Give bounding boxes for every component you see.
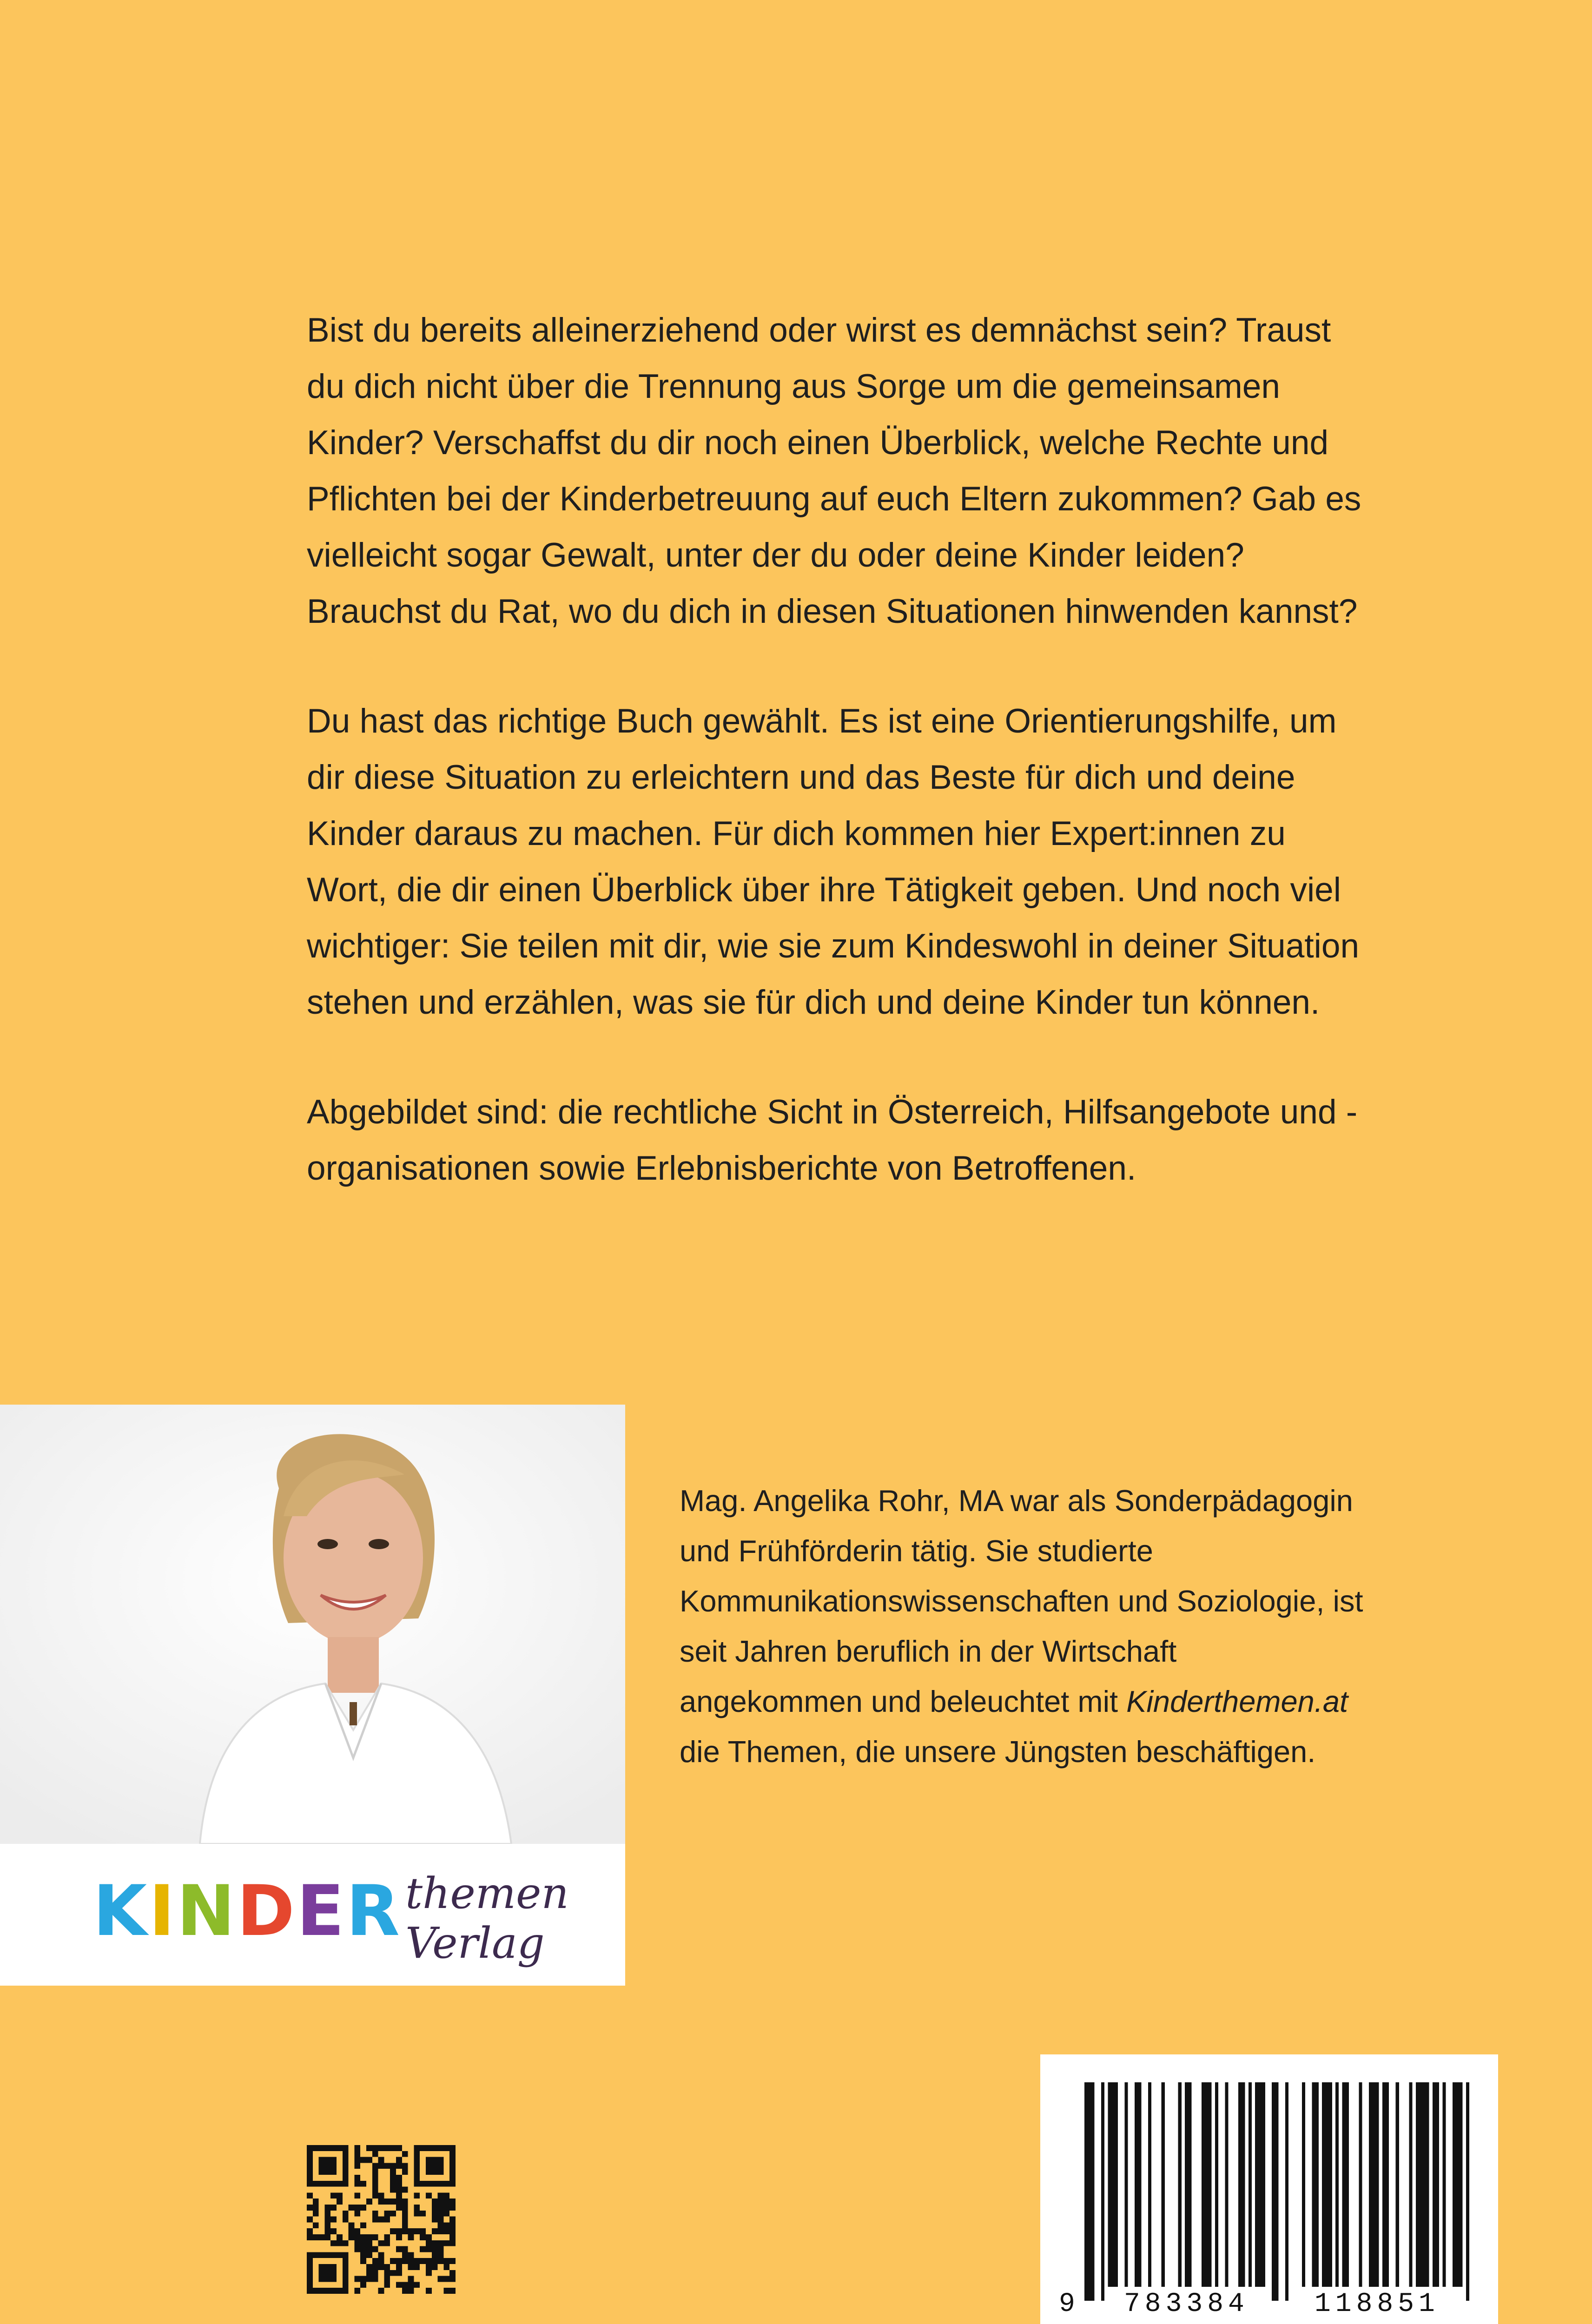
barcode-bar (1248, 2082, 1252, 2287)
qr-module (449, 2217, 456, 2223)
qr-module (390, 2270, 396, 2276)
qr-module (372, 2217, 378, 2223)
qr-module (449, 2228, 456, 2234)
qr-module (366, 2240, 372, 2246)
qr-module (372, 2234, 378, 2240)
qr-module (378, 2240, 384, 2246)
qr-module (378, 2252, 384, 2258)
qr-module (354, 2145, 360, 2151)
barcode-bar (1124, 2082, 1128, 2287)
qr-module (324, 2234, 330, 2240)
barcode-bar (1215, 2082, 1218, 2287)
barcode-bar (1396, 2082, 1399, 2287)
qr-module (366, 2246, 372, 2252)
qr-module (414, 2282, 420, 2288)
qr-module (307, 2234, 313, 2240)
publisher-logo (93, 1868, 625, 1968)
qr-module (372, 2163, 378, 2169)
qr-module (443, 2199, 449, 2205)
qr-module (438, 2217, 444, 2223)
qr-module (432, 2211, 438, 2217)
qr-module (414, 2264, 420, 2270)
qr-module (378, 2163, 384, 2169)
qr-module (354, 2246, 360, 2252)
qr-module (307, 2217, 313, 2223)
qr-module (360, 2205, 366, 2211)
qr-module (426, 2192, 432, 2199)
qr-module (402, 2288, 408, 2294)
qr-module (349, 2222, 355, 2228)
author-bio-website: Kinderthemen.at (1126, 1684, 1348, 1718)
qr-module (349, 2234, 355, 2240)
qr-module (402, 2211, 408, 2217)
qr-module (426, 2258, 432, 2264)
qr-module (449, 2234, 456, 2240)
qr-module (420, 2228, 426, 2234)
isbn-right-group: 118851 (1315, 2289, 1440, 2319)
barcode-bar (1202, 2082, 1212, 2287)
qr-module (443, 2288, 449, 2294)
qr-module (384, 2163, 390, 2169)
qr-module (324, 2211, 330, 2217)
qr-module (324, 2217, 330, 2223)
qr-module (378, 2192, 384, 2199)
qr-module (402, 2151, 408, 2157)
qr-module (354, 2151, 360, 2157)
qr-module (420, 2234, 426, 2240)
qr-module (384, 2240, 390, 2246)
qr-module (360, 2282, 366, 2288)
back-cover-blurb (307, 302, 1367, 1196)
qr-module (449, 2276, 456, 2282)
publisher-logo-kinder (93, 1871, 402, 1952)
qr-module (432, 2217, 438, 2223)
qr-module (372, 2264, 378, 2270)
qr-module (354, 2175, 360, 2181)
qr-module (432, 2199, 438, 2205)
qr-module (372, 2211, 378, 2217)
qr-module (414, 2181, 456, 2187)
barcode-bar (1255, 2082, 1265, 2287)
qr-module (432, 2246, 438, 2252)
qr-module (438, 2276, 444, 2282)
qr-module (372, 2151, 378, 2157)
qr-module (354, 2211, 360, 2217)
qr-module (324, 2222, 330, 2228)
qr-module (360, 2276, 366, 2282)
qr-module (396, 2264, 402, 2270)
qr-module (360, 2181, 366, 2187)
qr-module (343, 2211, 349, 2217)
barcode-bar (1409, 2082, 1412, 2287)
qr-module (337, 2192, 343, 2199)
qr-module (402, 2199, 408, 2205)
qr-module (372, 2181, 378, 2187)
logo-letter-n: N (177, 1871, 237, 1952)
qr-module (384, 2264, 390, 2270)
qr-module (354, 2181, 360, 2187)
qr-module (396, 2228, 402, 2234)
qr-module (307, 2228, 313, 2234)
qr-module (324, 2228, 330, 2234)
qr-module (414, 2145, 420, 2187)
qr-module (408, 2258, 414, 2264)
qr-module (313, 2211, 319, 2217)
qr-module (408, 2264, 414, 2270)
barcode-bar (1285, 2082, 1288, 2301)
qr-module (337, 2240, 343, 2246)
qr-module (449, 2199, 456, 2205)
qr-module (360, 2246, 366, 2252)
author-bio-text-1: Mag. Angelika Rohr, MA war als Sonderpädagogin und Frühförderin tätig. Sie studierte Kommunikationswissenschaften und Soziologie, ist seit Jahren beruflich in der Wirtschaft angekommen und beleuchtet mit (680, 1484, 1363, 1718)
qr-module (378, 2258, 384, 2264)
qr-module (443, 2240, 449, 2246)
qr-module (349, 2205, 355, 2211)
qr-module (449, 2145, 456, 2187)
qr-module (354, 2234, 360, 2240)
qr-module (414, 2258, 420, 2264)
qr-module (449, 2222, 456, 2228)
qr-module (360, 2252, 366, 2258)
qr-module (449, 2288, 456, 2294)
qr-module (390, 2258, 396, 2264)
barcode-bar (1108, 2082, 1118, 2287)
isbn-barcode (1040, 2054, 1498, 2324)
qr-module (360, 2157, 366, 2163)
qr-module (396, 2157, 402, 2163)
qr-module (307, 2205, 313, 2211)
qr-module (443, 2205, 449, 2211)
barcode-bar (1312, 2082, 1319, 2287)
logo-letter-r: R (346, 1871, 402, 1952)
qr-module (354, 2276, 360, 2282)
qr-module (408, 2288, 414, 2294)
qr-module (384, 2199, 390, 2205)
qr-module (426, 2270, 432, 2276)
qr-module (366, 2145, 372, 2151)
qr-module (402, 2222, 408, 2228)
qr-module (426, 2157, 443, 2175)
logo-letter-k: K (93, 1871, 149, 1952)
qr-module (420, 2258, 426, 2264)
qr-module (360, 2222, 366, 2228)
qr-module (414, 2145, 456, 2151)
qr-module (378, 2145, 384, 2151)
qr-module (396, 2181, 402, 2187)
qr-module (307, 2192, 313, 2199)
qr-module (414, 2205, 420, 2211)
qr-module (354, 2228, 360, 2234)
qr-module (396, 2187, 402, 2193)
qr-module (402, 2258, 408, 2264)
qr-module (449, 2205, 456, 2211)
qr-module (384, 2234, 390, 2240)
qr-module (360, 2258, 366, 2264)
barcode-bar (1416, 2082, 1429, 2287)
qr-module (396, 2270, 402, 2276)
qr-module (378, 2199, 384, 2205)
qr-module (402, 2205, 408, 2211)
qr-module (366, 2252, 372, 2258)
qr-module (354, 2240, 360, 2246)
qr-module (432, 2252, 438, 2258)
qr-module (360, 2240, 366, 2246)
qr-module (396, 2205, 402, 2211)
qr-module (378, 2217, 384, 2223)
qr-module (408, 2252, 414, 2258)
qr-module (390, 2181, 396, 2187)
qr-module (372, 2192, 378, 2199)
qr-module (396, 2192, 402, 2199)
qr-module (330, 2192, 337, 2199)
barcode-bar (1322, 2082, 1332, 2287)
qr-module (354, 2205, 360, 2211)
qr-module (372, 2175, 378, 2181)
qr-module (390, 2228, 396, 2234)
qr-module (307, 2288, 349, 2294)
qr-module (354, 2157, 360, 2163)
qr-module (390, 2199, 396, 2205)
qr-module (438, 2199, 444, 2205)
qr-module (384, 2270, 390, 2276)
qr-module (319, 2234, 325, 2240)
qr-module (414, 2192, 420, 2199)
barcode-bar (1342, 2082, 1348, 2287)
qr-module (366, 2270, 372, 2276)
qr-module (372, 2145, 378, 2151)
blurb-paragraph-1: Bist du bereits alleinerziehend oder wirst es demnächst sein? Traust du dich nicht über die Trennung aus Sorge um die gemeinsamen Kinder? Verschaffst du dir noch einen Überblick, welche Rechte und Pflichten bei der Kinderbetreuung auf euch Eltern zukommen? Gab es vielleicht sogar Gewalt, unter der du oder deine Kinder leiden? Brauchst du Rat, wo du dich in diesen Situationen hinwenden kannst? (307, 311, 1361, 630)
qr-module (402, 2252, 408, 2258)
qr-module (307, 2145, 313, 2187)
qr-module (432, 2240, 438, 2246)
barcode-bar (1148, 2082, 1151, 2287)
author-photo (0, 1405, 625, 1844)
qr-module (343, 2252, 349, 2294)
qr-module (319, 2264, 337, 2282)
qr-module (432, 2228, 438, 2234)
qr-module (390, 2211, 396, 2217)
blurb-paragraph-3: Abgebildet sind: die rechtliche Sicht in Österreich, Hilfsangebote und -organisationen sowie Erlebnisberichte von Betroffenen. (307, 1093, 1358, 1187)
qr-module (366, 2199, 372, 2205)
qr-module (408, 2282, 414, 2288)
qr-module (372, 2270, 378, 2276)
author-bio (680, 1476, 1367, 1777)
barcode-bar (1185, 2082, 1191, 2287)
qr-module (396, 2175, 402, 2181)
qr-module (443, 2264, 449, 2270)
qr-module (408, 2234, 414, 2240)
qr-module (443, 2228, 449, 2234)
qr-module (443, 2222, 449, 2228)
qr-module (449, 2240, 456, 2246)
qr-module (390, 2163, 396, 2169)
qr-module (372, 2258, 378, 2264)
isbn-digits (1040, 2289, 1498, 2324)
barcode-bar (1225, 2082, 1228, 2287)
qr-module (402, 2228, 408, 2234)
barcode-bar (1162, 2082, 1165, 2287)
qr-module (438, 2258, 444, 2264)
qr-module (307, 2252, 349, 2258)
qr-module (366, 2276, 372, 2282)
isbn-lead-digit: 9 (1059, 2289, 1075, 2319)
qr-module (396, 2145, 402, 2151)
barcode-bar (1382, 2082, 1389, 2287)
qr-module (426, 2240, 432, 2246)
barcode-bar (1433, 2082, 1439, 2287)
qr-module (366, 2157, 372, 2163)
qr-module (449, 2258, 456, 2264)
qr-module (396, 2199, 402, 2205)
qr-module (313, 2222, 319, 2228)
logo-letter-i: I (149, 1871, 177, 1952)
barcode-bar (1442, 2082, 1446, 2287)
qr-module (414, 2211, 420, 2217)
barcode-bar (1369, 2082, 1379, 2287)
qr-module (438, 2246, 444, 2252)
qr-module (443, 2211, 449, 2217)
qr-module (307, 2252, 313, 2294)
qr-module (443, 2258, 449, 2264)
qr-module (438, 2205, 444, 2211)
qr-module (426, 2246, 432, 2252)
qr-module (396, 2163, 402, 2169)
blurb-paragraph-2: Du hast das richtige Buch gewählt. Es ist eine Orientierungshilfe, um dir diese Situation zu erleichtern und das Beste für dich und deine Kinder daraus zu machen. Für dich kommen hier Expert:innen zu Wort, die dir einen Überblick über ihre Tätigkeit geben. Und noch viel wichtiger: Sie teilen mit dir, wie sie zum Kindeswohl in deiner Situation stehen und erzählen, was sie für dich und deine Kinder tun können. (307, 702, 1360, 1021)
barcode-bar (1335, 2082, 1339, 2287)
barcode-bar (1466, 2082, 1469, 2301)
qr-module (372, 2187, 378, 2193)
qr-module (307, 2181, 349, 2187)
qr-module (366, 2264, 372, 2270)
qr-module (420, 2246, 426, 2252)
qr-module (372, 2276, 378, 2282)
barcode-bar (1272, 2082, 1278, 2301)
qr-module (432, 2264, 438, 2270)
qr-module (432, 2258, 438, 2264)
qr-module (343, 2240, 349, 2246)
qr-module (366, 2234, 372, 2240)
qr-module (414, 2228, 420, 2234)
author-bio-text-2: die Themen, die unsere Jüngsten beschäftigen. (680, 1735, 1316, 1769)
qr-module (420, 2211, 426, 2217)
qr-module (343, 2145, 349, 2187)
isbn-left-group: 783384 (1124, 2289, 1249, 2319)
qr-module (330, 2240, 337, 2246)
qr-module (337, 2199, 343, 2205)
logo-letter-e: E (297, 1871, 346, 1952)
qr-module (396, 2234, 402, 2240)
qr-module (360, 2234, 366, 2240)
qr-module (319, 2157, 337, 2175)
qr-module (354, 2288, 360, 2294)
qr-module (384, 2211, 390, 2217)
qr-module (337, 2234, 343, 2240)
qr-module (330, 2205, 337, 2211)
qr-module (408, 2276, 414, 2282)
barcode-bar (1101, 2082, 1104, 2301)
qr-module (343, 2217, 349, 2223)
barcode-bar (1178, 2082, 1182, 2287)
qr-module (438, 2228, 444, 2234)
qr-module (354, 2163, 360, 2169)
qr-module (330, 2228, 337, 2234)
qr-module (313, 2205, 319, 2211)
qr-module (313, 2234, 319, 2240)
barcode-bar (1238, 2082, 1245, 2287)
barcode-bar (1302, 2082, 1305, 2287)
qr-module (396, 2258, 402, 2264)
qr-module (402, 2187, 408, 2193)
qr-module (372, 2246, 378, 2252)
qr-module (330, 2217, 337, 2223)
logo-letter-d: D (237, 1871, 297, 1952)
qr-module (438, 2222, 444, 2228)
qr-module (372, 2169, 378, 2175)
qr-module (378, 2157, 384, 2163)
qr-module (378, 2288, 384, 2294)
qr-module (408, 2228, 414, 2234)
qr-module (384, 2276, 390, 2282)
qr-module (396, 2246, 402, 2252)
barcode-bar (1453, 2082, 1463, 2287)
qr-module (354, 2192, 360, 2199)
barcode-bar (1135, 2082, 1141, 2287)
qr-module (402, 2217, 408, 2223)
qr-module (438, 2211, 444, 2217)
qr-module (307, 2145, 349, 2151)
qr-module (390, 2169, 396, 2175)
qr-module (443, 2192, 449, 2199)
barcode-bar (1359, 2082, 1362, 2287)
qr-module (390, 2175, 396, 2181)
qr-module (443, 2276, 449, 2282)
qr-module (390, 2187, 396, 2193)
qr-module (426, 2288, 432, 2294)
qr-module (402, 2163, 408, 2169)
qr-module (396, 2282, 402, 2288)
qr-module (438, 2192, 444, 2199)
qr-module (449, 2270, 456, 2276)
barcode-bar (1084, 2082, 1095, 2301)
qr-module (384, 2217, 390, 2223)
qr-module (438, 2252, 444, 2258)
qr-module (402, 2282, 408, 2288)
qr-module (402, 2169, 408, 2175)
qr-module (324, 2205, 330, 2211)
qr-module (384, 2282, 390, 2288)
publisher-logo-script: themen Verlag (405, 1868, 569, 1968)
qr-module (384, 2145, 390, 2151)
qr-module (432, 2205, 438, 2211)
qr-module (402, 2246, 408, 2252)
qr-code (307, 2145, 456, 2294)
qr-module (378, 2264, 384, 2270)
qr-module (426, 2264, 432, 2270)
qr-module (349, 2228, 355, 2234)
qr-module (426, 2234, 432, 2240)
qr-module (390, 2145, 396, 2151)
author-photo-card (0, 1405, 625, 1986)
qr-module (438, 2240, 444, 2246)
qr-module (313, 2199, 319, 2205)
